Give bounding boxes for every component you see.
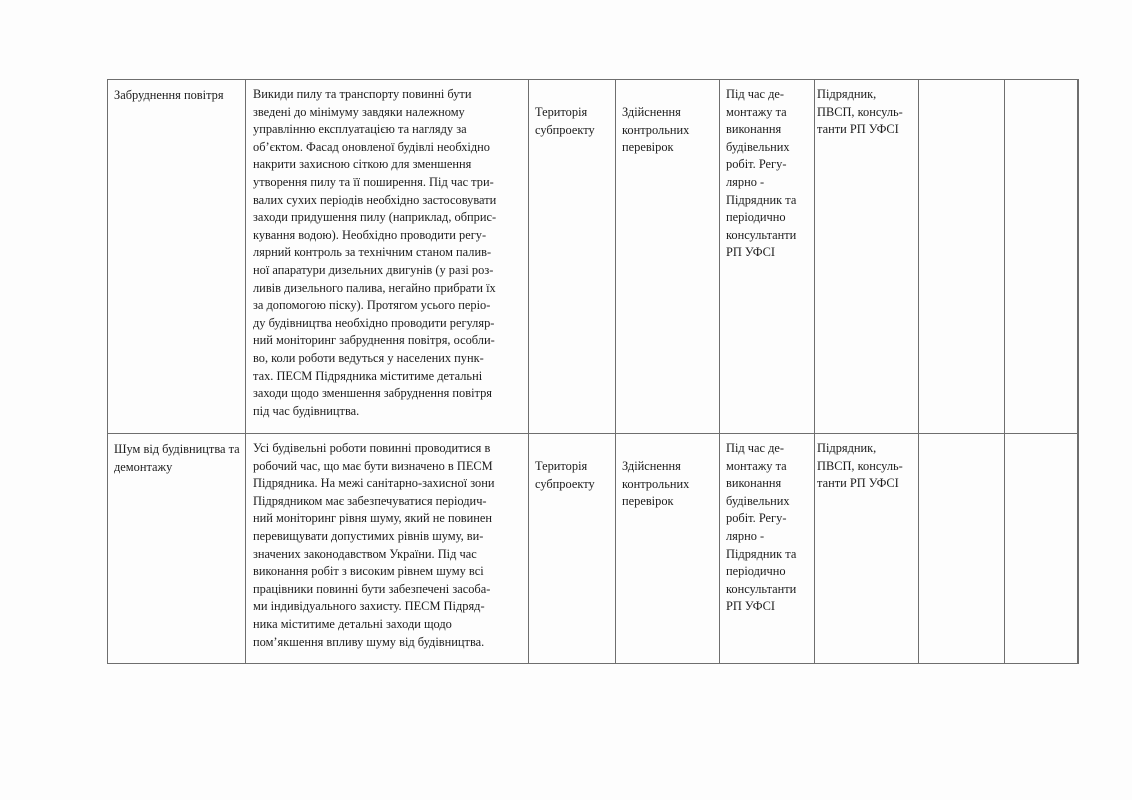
table-row bbox=[108, 434, 1079, 664]
measures-line: ної апаратури дизельних двигунів (у разі роз- bbox=[253, 262, 494, 277]
measures-line: тах. ПЕСМ Підрядника міститиме детальні bbox=[253, 368, 483, 383]
measures-line: Усі будівельні роботи повинні проводитися в bbox=[253, 441, 491, 455]
measures-line: ду будівництва необхідно проводити регуляр- bbox=[253, 315, 495, 330]
measures-line: зведені до мінімуму завдяки належному bbox=[253, 104, 465, 119]
frequency-line: виконання bbox=[726, 122, 782, 137]
measures-line: заходи придушення пилу (наприклад, обприс- bbox=[253, 210, 497, 225]
frequency-line: консультанти bbox=[726, 227, 797, 242]
measures-line: ний моніторинг рівня шуму, який не повинен bbox=[253, 511, 493, 526]
measures-line: під час будівництва. bbox=[253, 403, 360, 418]
measures-line: лярний контроль за технічним станом палив- bbox=[253, 245, 492, 260]
location-text: Територія субпроекту bbox=[535, 459, 595, 491]
responsible-line: Підрядник, bbox=[817, 87, 877, 101]
responsible-line: ПВСП, консуль- bbox=[817, 458, 903, 473]
frequency-line: періодично bbox=[726, 210, 786, 225]
responsible-cell bbox=[815, 80, 919, 434]
measures-line: перевищувати допустимих рівнів шуму, ви- bbox=[253, 528, 484, 543]
frequency-cell bbox=[720, 434, 815, 664]
empty-cell bbox=[1005, 434, 1078, 664]
frequency-line: виконання bbox=[726, 476, 782, 491]
frequency-line: РП УФСІ bbox=[726, 599, 775, 614]
location-text: Територія субпроекту bbox=[535, 105, 595, 137]
frequency-line: лярно - bbox=[726, 174, 765, 189]
measures-line: ника міститиме детальні заходи щодо bbox=[253, 616, 452, 631]
empty-cell bbox=[919, 434, 1005, 664]
location-cell bbox=[529, 434, 616, 664]
empty-cell bbox=[1078, 434, 1079, 664]
frequency-line: консультанти bbox=[726, 581, 797, 596]
frequency-line: періодично bbox=[726, 564, 786, 579]
measures-line: Підрядником має забезпечуватися періодич- bbox=[253, 493, 487, 508]
issue-text: Шум від будівництва та демонтажу bbox=[114, 442, 240, 474]
issue-text: Забруднення повітря bbox=[114, 88, 224, 102]
environmental-mitigation-table bbox=[107, 79, 1079, 664]
measures-line: кування водою). Необхідно проводити регу- bbox=[253, 227, 487, 242]
measures-line: ливів дизельного палива, негайно прибрати їх bbox=[253, 280, 496, 295]
frequency-line: будівельних bbox=[726, 493, 790, 508]
issue-cell bbox=[108, 80, 246, 434]
measures-line: валих сухих періодів необхідно застосовувати bbox=[253, 192, 497, 207]
measures-line: ми індивідуального захисту. ПЕСМ Підряд- bbox=[253, 599, 485, 614]
frequency-line: Під час де- bbox=[726, 441, 785, 455]
frequency-line: будівельних bbox=[726, 139, 790, 154]
measures-cell bbox=[246, 434, 529, 664]
measures-line: виконання робіт з високим рівнем шуму всі bbox=[253, 564, 484, 579]
frequency-line: робіт. Регу- bbox=[726, 157, 787, 172]
responsible-line: танти РП УФСІ bbox=[817, 122, 899, 137]
responsible-line: танти РП УФСІ bbox=[817, 476, 899, 491]
method-text: Здійснення контрольних перевірок bbox=[622, 105, 690, 155]
measures-line: Викиди пилу та транспорту повинні бути bbox=[253, 87, 472, 101]
frequency-line: Підрядник та bbox=[726, 192, 797, 207]
measures-line: во, коли роботи ведуться у населених пунк- bbox=[253, 350, 484, 365]
measures-line: Підрядника. На межі санітарно-захисної зони bbox=[253, 476, 495, 491]
responsible-line: Підрядник, bbox=[817, 441, 877, 455]
measures-line: накрити захисною сіткою для зменшення bbox=[253, 157, 472, 172]
frequency-line: Під час де- bbox=[726, 87, 785, 101]
frequency-line: робіт. Регу- bbox=[726, 511, 787, 526]
responsible-cell bbox=[815, 434, 919, 664]
measures-cell bbox=[246, 80, 529, 434]
measures-line: об’єктом. Фасад оновленої будівлі необхідно bbox=[253, 139, 490, 154]
empty-cell bbox=[1005, 80, 1078, 434]
responsible-line: ПВСП, консуль- bbox=[817, 104, 903, 119]
measures-line: ний моніторинг забруднення повітря, особли- bbox=[253, 333, 495, 348]
frequency-cell bbox=[720, 80, 815, 434]
method-cell bbox=[616, 434, 720, 664]
measures-line: управлінню експлуатацією та нагляду за bbox=[253, 122, 467, 137]
issue-cell bbox=[108, 434, 246, 664]
frequency-line: монтажу та bbox=[726, 104, 787, 119]
measures-line: значених законодавством України. Під час bbox=[253, 546, 477, 561]
empty-cell bbox=[1078, 80, 1079, 434]
measures-line: працівники повинні бути забезпечені засоба- bbox=[253, 581, 491, 596]
empty-cell bbox=[919, 80, 1005, 434]
table-body bbox=[108, 80, 1079, 664]
measures-line: заходи щодо зменшення забруднення повітря bbox=[253, 386, 492, 401]
method-cell bbox=[616, 80, 720, 434]
table-row bbox=[108, 80, 1079, 434]
method-text: Здійснення контрольних перевірок bbox=[622, 459, 690, 509]
frequency-line: Підрядник та bbox=[726, 546, 797, 561]
measures-line: пом’якшення впливу шуму від будівництва. bbox=[253, 634, 485, 649]
measures-line: робочий час, що має бути визначено в ПЕСМ bbox=[253, 458, 493, 473]
frequency-line: РП УФСІ bbox=[726, 245, 775, 260]
measures-line: утворення пилу та її поширення. Під час три- bbox=[253, 174, 494, 189]
location-cell bbox=[529, 80, 616, 434]
frequency-line: лярно - bbox=[726, 528, 765, 543]
frequency-line: монтажу та bbox=[726, 458, 787, 473]
measures-line: за допомогою піску). Протягом усього періо- bbox=[253, 298, 491, 313]
